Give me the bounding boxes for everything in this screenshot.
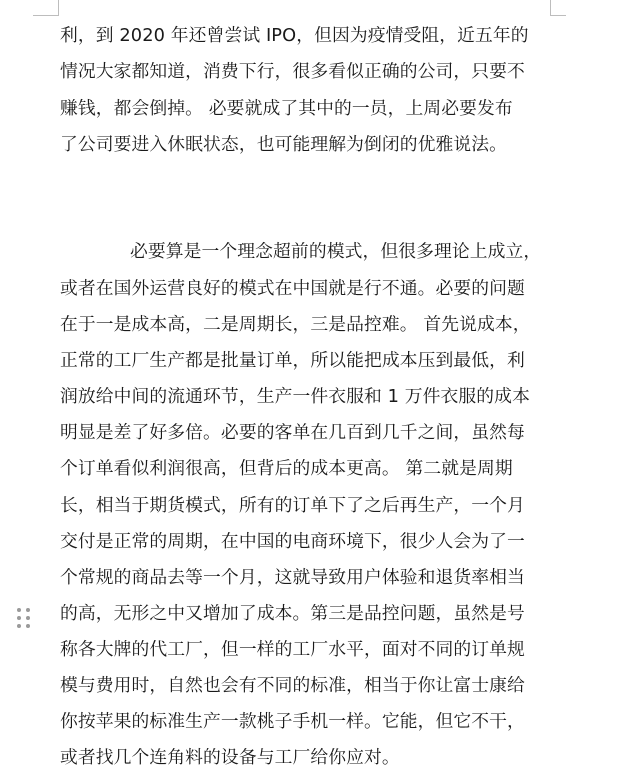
text-line: 个常规的商品去等一个月，这就导致用户体验和退货率相当 [60,567,525,588]
page-margin-corner-left [33,0,59,16]
text-line: 正常的工厂生产都是批量订单，所以能把成本压到最低，利 [60,350,525,371]
text-line: 利，到 2020 年还曾尝试 IPO，但因为疫情受阻，近五年的 [60,25,529,46]
text-line: 称各大牌的代工厂，但一样的工厂水平，面对不同的订单规 [60,639,525,660]
text-line: 交付是正常的周期，在中国的电商环境下，很少人会为了一 [60,531,525,552]
text-line: 情况大家都知道，消费下行，很多看似正确的公司，只要不 [60,61,525,82]
text-line: 明显是差了好多倍。必要的客单在几百到几千之间，虽然每 [60,422,525,443]
text-line: 个订单看似利润很高，但背后的成本更高。 第二就是周期 [60,458,513,479]
text-line: 或者在国外运营良好的模式在中国就是行不通。必要的问题 [60,278,525,299]
text-line: 模与费用时，自然也会有不同的标准，相当于你让富士康给 [60,675,525,696]
text-line: 了公司要进入休眠状态，也可能理解为倒闭的优雅说法。 [60,134,508,155]
page-margin-corner-right [550,0,566,16]
drag-handle-icon[interactable] [17,608,31,628]
text-line: 在于一是成本高，二是周期长，三是品控难。 首先说成本， [60,314,531,335]
text-line: 必要算是一个理念超前的模式，但很多理论上成立， [130,241,542,262]
text-line: 你按苹果的标准生产一款桃子手机一样。它能，但它不干， [60,711,525,732]
text-line: 赚钱，都会倒掉。 必要就成了其中的一员，上周必要发布 [60,98,513,119]
text-line: 的高，无形之中又增加了成本。第三是品控问题，虽然是号 [60,603,525,624]
text-line: 或者找几个连角料的设备与工厂给你应对。 [60,747,400,768]
text-line: 长，相当于期货模式，所有的订单下了之后再生产，一个月 [60,495,525,516]
text-line: 润放给中间的流通环节，生产一件衣服和 1 万件衣服的成本 [60,386,530,407]
